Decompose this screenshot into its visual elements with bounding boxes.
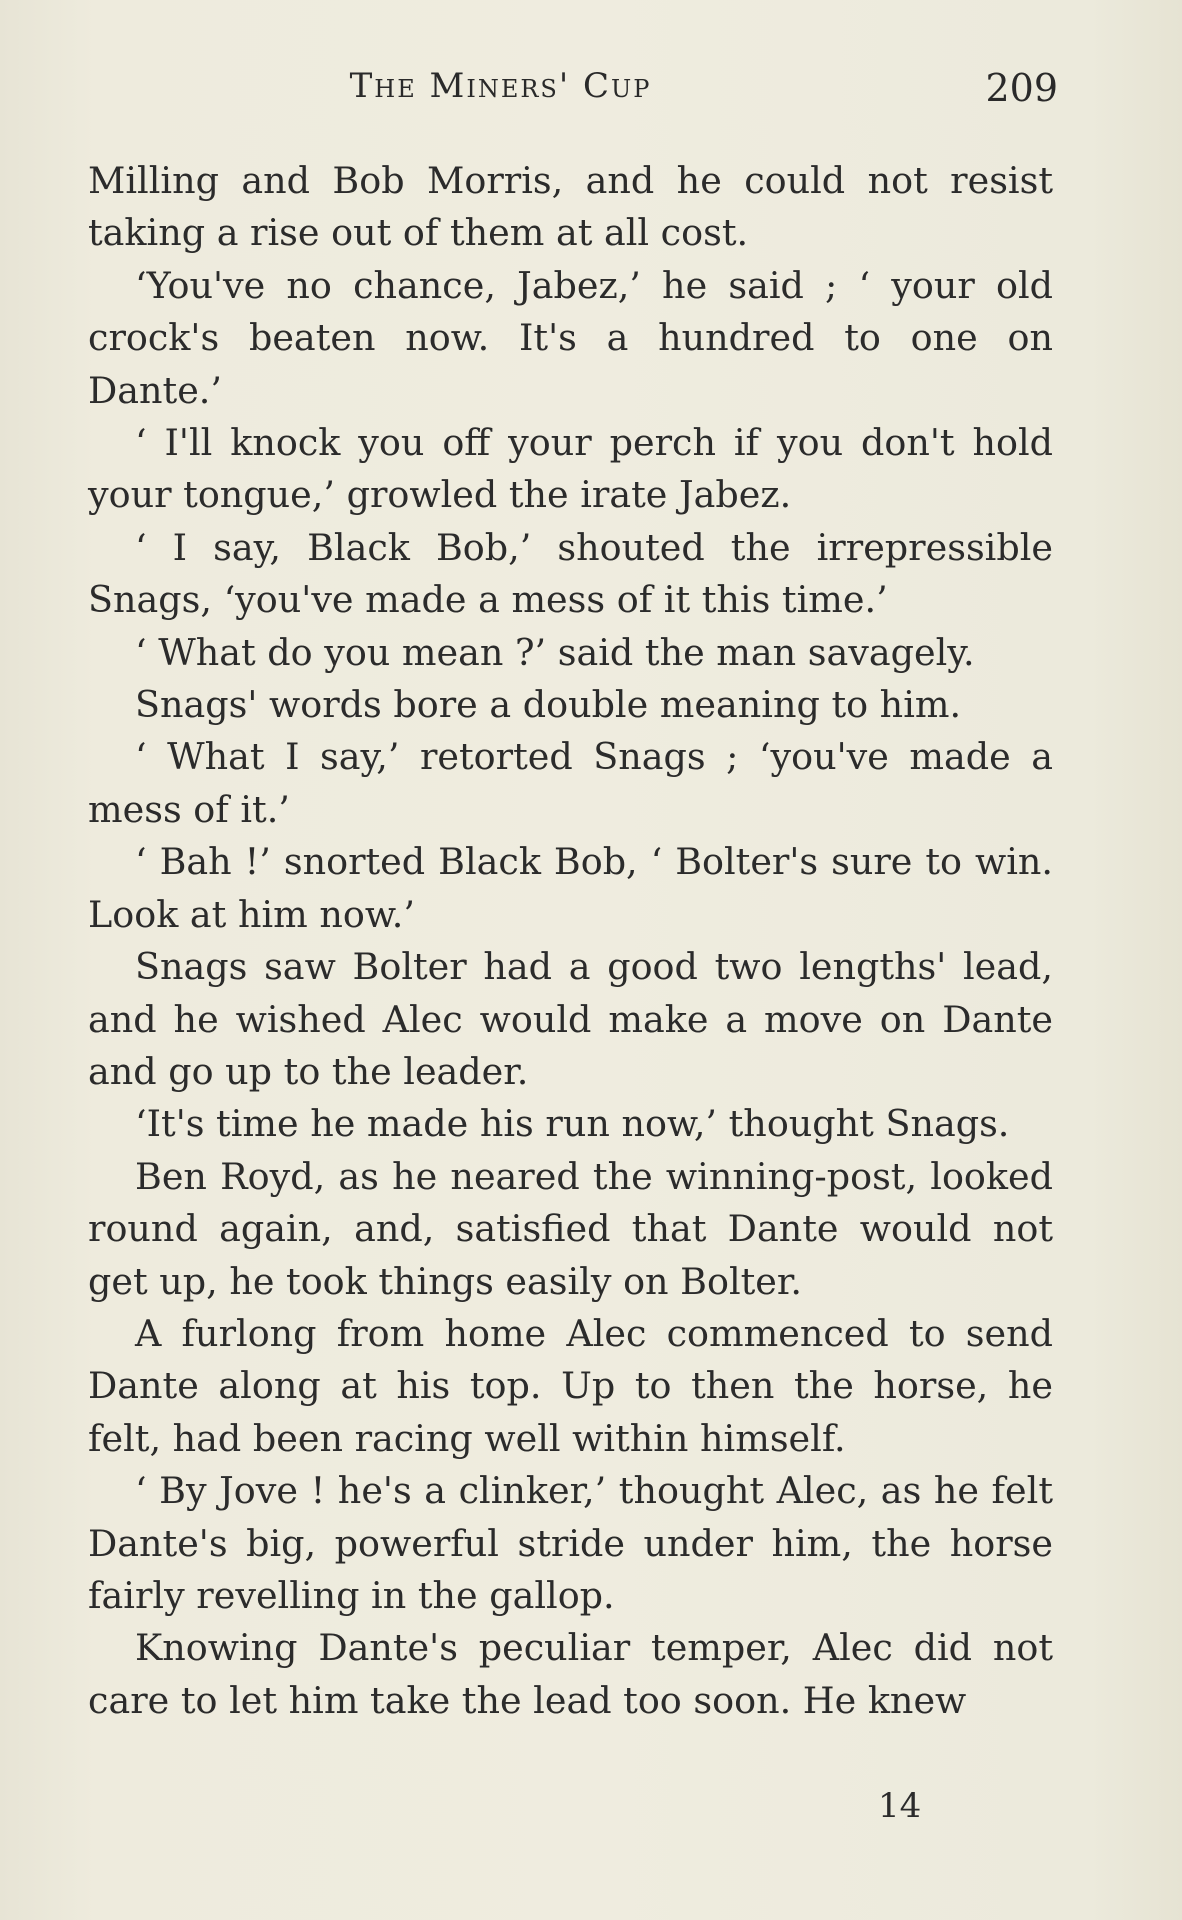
paragraph: Knowing Dante's peculiar temper, Alec did not care to let him take the lead too soon. He knew: [88, 1626, 1053, 1722]
paragraph: ‘ By Jove ! he's a clinker,’ thought Alec, as he felt Dante's big, powerful stride under him, the horse fairly revelling in the gallop.: [88, 1469, 1053, 1617]
page-header: [88, 62, 1058, 122]
paragraph: Milling and Bob Morris, and he could not resist taking a rise out of them at all cost.: [88, 159, 1053, 255]
paragraph: ‘ What I say,’ retorted Snags ; ‘you've made a mess of it.’: [88, 735, 1053, 831]
signature-mark: 14: [878, 1786, 922, 1826]
paragraph: Snags saw Bolter had a good two lengths' lead, and he wished Alec would make a move on Dante and go up to the leader.: [88, 945, 1053, 1093]
paragraph: ‘ What do you mean ?’ said the man savagely.: [135, 630, 975, 674]
paragraph: ‘It's time he made his run now,’ thought Snags.: [135, 1102, 1010, 1146]
page-number: 209: [985, 66, 1058, 110]
paragraph: ‘ I say, Black Bob,’ shouted the irrepressible Snags, ‘you've made a mess of it this time.’: [88, 525, 1053, 622]
paragraph: Snags' words bore a double meaning to him.: [135, 683, 962, 727]
body-text: [88, 155, 1053, 1727]
running-title: The Miners' Cup: [349, 66, 652, 106]
paragraph: A furlong from home Alec commenced to send Dante along at his top. Up to then the horse, he felt, had been racing well within himself.: [88, 1311, 1053, 1460]
paragraph: ‘ Bah !’ snorted Black Bob, ‘ Bolter's sure to win. Look at him now.’: [88, 840, 1053, 936]
paragraph: ‘ I'll knock you off your perch if you don't hold your tongue,’ growled the irate Jabez.: [88, 421, 1053, 517]
paragraph: Ben Royd, as he neared the winning-post, looked round again, and, satisfied that Dante would not get up, he took things easily on Bolter.: [88, 1154, 1053, 1303]
paragraph: ‘You've no chance, Jabez,’ he said ; ‘ your old crock's beaten now. It's a hundred to one on Dante.’: [88, 263, 1053, 412]
